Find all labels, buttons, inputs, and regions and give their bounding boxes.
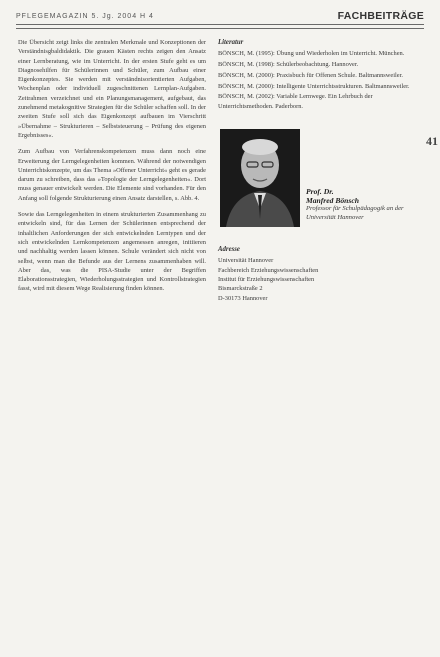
author-caption — [306, 187, 416, 222]
literature-list — [218, 49, 414, 111]
paragraph-3: Sowie das Lerngelegenheiten in einem strukturierten Zusammenhang zu entwickeln sind, für das Lernen der Schülerinnen entsprechend der inhaltlichen Anforderungen der sich entwickelnden Lerntypen und der sich entwickelnden Lernkompetenzen angemessen anregen, initiieren und nachhaltig werden lassen können. Schule verändert sich nicht von selbst, wenn man die Befunde aus der Lernens zusammenhaben will. Aber das, was die PISA-Studie unter der Begriffen Elaborationsstrategien, Wiederholungsstrategien und Kontrollstrategien fasst, wird mit diesem Wege Realisierung finden können. — [18, 211, 206, 293]
page-number: 41 — [426, 134, 438, 148]
literature-ref: BÖNSCH, M. (1995): Übung und Wiederholen im Unterricht. München. — [218, 50, 405, 58]
author-role: Professor für Schulpädagogik an der Universität Hannover — [306, 205, 404, 221]
address-line: Bismarckstraße 2 — [218, 285, 263, 293]
author-photo — [220, 129, 300, 227]
address-line: D-30173 Hannover — [218, 294, 268, 302]
literature-ref: BÖNSCH, M. (1998): Schülerbeobachtung. Hannover. — [218, 61, 359, 69]
paragraph-2: Zum Aufbau von Verfahrenskompetenzen muss dann noch eine Erweiterung der Lerngelegenheiten kommen. Während der notwendigen Unterrichtskonzepte, um das Thema »Offener Unterricht« geht es gerade darum zu schreiben, dass das »Topologie der Lerngelegenheiten«. Dort muss genauer entwickelt werden. Die Elemente sind vorhanden. Für den Anfang soll folgende Strukturierung einen Ansatz darstellen, s. Abb. 4. — [18, 148, 206, 202]
literature-ref: BÖNSCH, M. (2002): Variable Lernwege. Ein Lehrbuch der Unterrichtsmethoden. Paderborn. — [218, 93, 373, 110]
address-line: Institut für Erziehungswissenschaften — [218, 275, 315, 283]
running-header: PFLEGEMAGAZIN 5. Jg. 2004 H 4 — [16, 13, 154, 20]
body-column-right — [218, 38, 414, 303]
author-name: Manfred Bönsch — [306, 196, 359, 206]
author-title: Prof. Dr. — [306, 187, 334, 197]
literature-heading: Literatur — [218, 39, 244, 46]
literature-ref: BÖNSCH, M. (2000): Praxisbuch für Offenen Schule. Baltmannsweiler. — [218, 71, 404, 79]
literature-ref: BÖNSCH, M. (2000): Intelligente Unterrichtsstrukturen. Baltmannsweiler. — [218, 82, 410, 90]
header-rule-bottom — [16, 28, 424, 29]
body-column-left — [18, 38, 206, 301]
paragraph-1: Die Übersicht zeigt links die zentralen Merkmale und Konzeptionen der Verständnisgbaldidaktik. Die grauen Kästen rechts zeigen den Ansatz einer Lernberatung, wie im Unterricht. In der ersten Stufe geht es um Diagnosehilfen für Schülerinnen und Schüler, zum Aufbau einer Eigenkonzeptes. Sie werden mit verständnisorientierten Aufgaben, Wochenplan oder individuell zugeschnittenen Lernplan-Aufgaben. Zeitrahmen verzeichnet und ein Planungsmanagement, aufgebaut, das zunehmend metakognitive Strategien für die Schüler schaffen soll. In der zweiten Stufe soll sich das Eigenkonzept aufbauen im Vierschritt »Übernahme – Strukturieren – Selbststeuerung – Prüfung des eigenen Ergebnisses«. — [18, 39, 206, 139]
address-heading: Adresse — [218, 246, 240, 254]
address-line: Fachbereich Erziehungswissenschaften — [218, 266, 319, 274]
address-block — [218, 245, 414, 303]
section-title: FACHBEITRÄGE — [337, 10, 424, 22]
author-box — [218, 129, 414, 229]
author-portrait-image — [220, 129, 300, 227]
address-line: Universität Hannover — [218, 257, 274, 265]
header-rule-top — [16, 24, 424, 25]
